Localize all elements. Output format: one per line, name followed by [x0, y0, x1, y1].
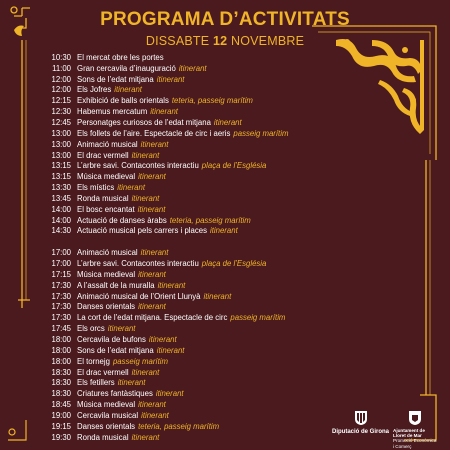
schedule-row [38, 150, 418, 161]
schedule-time: 19:30 [51, 432, 71, 442]
schedule-location: itinerant [210, 226, 238, 236]
schedule-time: 19:00 [51, 410, 71, 420]
schedule-location: passeig marítim [233, 128, 289, 138]
schedule-time: 18:00 [51, 335, 71, 345]
schedule-row [38, 367, 418, 378]
schedule-location: itinerant [138, 400, 166, 410]
schedule-row [38, 52, 418, 63]
schedule-location: itinerant [203, 291, 232, 301]
coat-of-arms-icon [408, 410, 422, 426]
schedule-time: 18:30 [51, 367, 71, 377]
date-day: 12 [212, 34, 228, 48]
schedule-row [38, 226, 418, 237]
schedule-row [38, 106, 418, 117]
schedule-row [38, 323, 418, 334]
schedule-activity: El drac vermell [77, 367, 129, 377]
schedule-activity: El bosc encantat [77, 204, 135, 214]
schedule-location: itinerant [141, 410, 169, 420]
schedule-time: 17:30 [51, 280, 71, 290]
schedule-time: 11:00 [52, 63, 71, 73]
schedule-activity: Criatures fantàstiques [77, 389, 153, 399]
schedule-location: itinerant [138, 269, 166, 279]
schedule-location: itinerant [156, 345, 185, 355]
schedule-location: itinerant [157, 280, 186, 290]
schedule-time: 17:30 [51, 302, 71, 312]
schedule-location: plaça de l’Església [201, 161, 267, 171]
schedule-row [38, 95, 418, 106]
schedule-activity: A l’assalt de la muralla [77, 280, 155, 290]
schedule-time: 12:00 [51, 85, 71, 95]
schedule-location: teteria, passeig marítim [138, 421, 220, 431]
schedule-time: 12:15 [51, 96, 71, 106]
schedule-activity: Ronda musical [77, 432, 129, 442]
schedule-activity: El drac vermell [77, 150, 129, 160]
schedule-row [38, 356, 418, 367]
schedule-activity: Els follets de l’aire. Espectacle de circ i aeris [77, 128, 231, 138]
schedule-time: 18:30 [51, 378, 71, 388]
schedule-location: itinerant [138, 172, 166, 182]
schedule-activity: Animació musical [77, 248, 138, 258]
schedule-time: 17:00 [51, 259, 71, 269]
schedule-activity: Habemus mercatum [77, 107, 148, 117]
schedule-time: 13:00 [51, 128, 71, 138]
schedule-row [38, 128, 418, 139]
schedule-activity: L’arbre savi. Contacontes interactiu [77, 259, 199, 269]
schedule-row [38, 388, 418, 399]
schedule-row [38, 139, 418, 150]
schedule-time: 19:15 [51, 421, 71, 431]
schedule-time: 10:30 [51, 52, 71, 62]
schedule-row [38, 291, 418, 302]
logo-line: Promoció Econòmica [393, 438, 437, 444]
schedule-activity: Sons de l’edat mitjana [77, 74, 154, 84]
schedule-location: itinerant [150, 107, 178, 117]
schedule-time: 13:00 [51, 150, 71, 160]
schedule-row [38, 63, 418, 74]
schedule-time: 17:30 [51, 313, 71, 323]
logo-caption: Diputació de Girona [332, 429, 390, 435]
schedule-location: passeig marítim [230, 313, 286, 323]
schedule-activity: Música medieval [77, 172, 136, 182]
schedule-location: itinerant [140, 139, 169, 149]
schedule-activity: L’arbre savi. Contacontes interactiu [77, 161, 199, 171]
logo-caption [393, 428, 436, 449]
schedule-time: 18:00 [51, 356, 71, 366]
schedule-location: itinerant [148, 335, 177, 345]
schedule-row [38, 377, 418, 388]
schedule-location: itinerant [117, 183, 146, 193]
schedule-location: itinerant [131, 432, 160, 442]
schedule-activity: Música medieval [77, 269, 136, 279]
schedule-row [38, 117, 418, 128]
schedule-row [38, 269, 418, 280]
schedule-activity: Actuació musical pels carrers i places [77, 226, 207, 236]
schedule-time: 13:15 [51, 172, 71, 182]
schedule-location: itinerant [117, 378, 146, 388]
schedule-time: 18:30 [51, 389, 71, 399]
schedule-row [38, 258, 418, 269]
schedule-location: teteria, passeig marítim [169, 215, 251, 225]
schedule-location: passeig marítim [112, 356, 168, 366]
date-weekday: DISSABTE [145, 34, 210, 48]
schedule-row [38, 280, 418, 291]
schedule-time: 14:00 [51, 215, 71, 225]
schedule-time: 17:30 [51, 291, 71, 301]
ajuntament-lloret-logo [393, 410, 436, 449]
schedule-activity: Exhibició de balls orientals [77, 96, 169, 106]
schedule-row [38, 399, 418, 410]
schedule-activity: La cort de l’edat mitjana. Espectacle de circ [77, 313, 228, 323]
logo-line: Ajuntament de [393, 428, 425, 433]
schedule-time: 12:45 [51, 117, 71, 127]
schedule-activity: Personatges curiosos de l’edat mitjana [77, 117, 211, 127]
date-month: NOVEMBRE [230, 34, 305, 48]
schedule-location: itinerant [213, 117, 242, 127]
schedule-row [38, 171, 418, 182]
schedule-time: 18:00 [51, 345, 71, 355]
schedule-location: itinerant [114, 85, 142, 95]
schedule-row [38, 334, 418, 345]
logo-line: i Comerç [393, 443, 412, 449]
event-date [0, 34, 450, 48]
schedule-time: 14:00 [51, 204, 71, 214]
schedule-row [38, 204, 418, 215]
schedule-row [38, 160, 418, 171]
schedule-activity: Els Jofres [77, 85, 112, 95]
schedule-time: 17:15 [51, 269, 71, 279]
schedule-activity: Els orcs [77, 324, 105, 334]
schedule-activity: El mercat obre les portes [77, 52, 164, 62]
schedule-activity: Animació musical de l’Orient Llunyà [77, 291, 201, 301]
schedule-location: itinerant [140, 248, 169, 258]
schedule-row [38, 74, 418, 85]
schedule-row [38, 312, 418, 323]
schedule-activity: Ronda musical [77, 193, 129, 203]
schedule-row [38, 193, 418, 204]
schedule-time: 18:45 [51, 400, 71, 410]
schedule-activity: Música medieval [77, 400, 136, 410]
schedule-location: itinerant [131, 150, 160, 160]
schedule-time: 12:00 [51, 74, 71, 84]
section-gap [38, 236, 418, 247]
schedule-location: itinerant [131, 367, 160, 377]
schedule-location: plaça de l’Església [201, 259, 267, 269]
schedule-time: 17:45 [51, 324, 71, 334]
schedule-activity: Cercavila musical [77, 410, 139, 420]
schedule-location: itinerant [178, 63, 207, 73]
schedule-row [38, 247, 418, 258]
schedule-location: itinerant [155, 389, 184, 399]
diputacio-girona-logo [332, 410, 389, 435]
schedule-activity: Sons de l’edat mitjana [77, 345, 154, 355]
schedule-row [38, 302, 418, 313]
schedule-activity: Gran cercavila d’inauguració [77, 63, 176, 73]
schedule-activity: Els místics [77, 183, 115, 193]
schedule-location: itinerant [156, 74, 185, 84]
schedule-list [38, 52, 418, 443]
schedule-location: itinerant [131, 193, 160, 203]
page-title: PROGRAMA D’ACTIVITATS [100, 9, 350, 30]
schedule-activity: Cercavila de bufons [77, 335, 146, 345]
schedule-activity: Actuació de danses àrabs [77, 215, 167, 225]
schedule-row [38, 345, 418, 356]
schedule-location: itinerant [107, 324, 136, 334]
coat-of-arms-icon [354, 410, 368, 426]
schedule-time: 13:15 [51, 161, 71, 171]
schedule-activity: Animació musical [77, 139, 138, 149]
schedule-row [38, 182, 418, 193]
schedule-activity: Danses orientals [77, 302, 136, 312]
schedule-location: teteria, passeig marítim [171, 96, 253, 106]
schedule-time: 14:30 [51, 226, 71, 236]
schedule-row [38, 85, 418, 96]
schedule-activity: Els fetillers [77, 378, 115, 388]
schedule-location: itinerant [138, 302, 166, 312]
schedule-location: itinerant [137, 204, 166, 214]
schedule-time: 17:00 [51, 248, 71, 258]
schedule-time: 13:00 [51, 139, 71, 149]
schedule-activity: Danses orientals [77, 421, 136, 431]
schedule-activity: El tornejg [77, 356, 110, 366]
schedule-row [38, 215, 418, 226]
schedule-time: 13:45 [51, 193, 71, 203]
schedule-time: 13:30 [51, 183, 71, 193]
logo-line: Lloret de Mar [393, 433, 422, 439]
schedule-time: 12:30 [51, 107, 71, 117]
